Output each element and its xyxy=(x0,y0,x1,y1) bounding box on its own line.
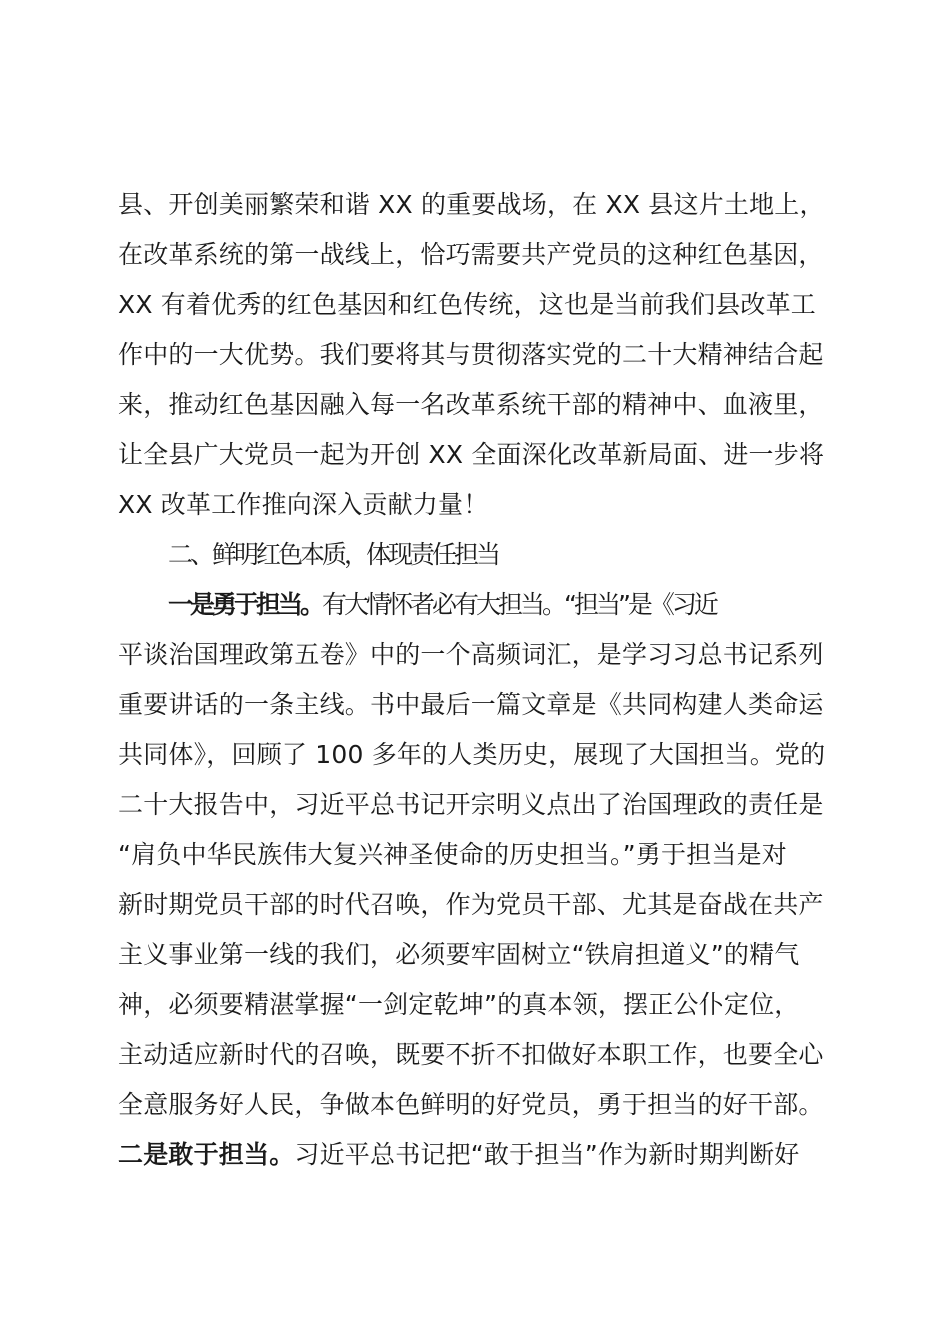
paragraph-text: 有大情怀者必有大担当。“担当”是《习近 xyxy=(322,590,716,619)
body-text-line: 在改革系统的第一战线上，恰巧需要共产党员的这种红色基因， xyxy=(118,240,824,269)
paragraph-first-line xyxy=(168,580,898,630)
body-text-line: 来，推动红色基因融入每一名改革系统干部的精神中、血液里， xyxy=(118,390,824,419)
body-text-line: 新时期党员干部的时代召唤，作为党员干部、尤其是奋战在共产 xyxy=(118,890,824,919)
body-text-line: 平谈治国理政第五卷》中的一个高频词汇，是学习习总书记系列 xyxy=(118,640,824,669)
body-text-line: 重要讲话的一条主线。书中最后一篇文章是《共同构建人类命运 xyxy=(118,690,824,719)
body-text-line: 作中的一大优势。我们要将其与贯彻落实党的二十大精神结合起 xyxy=(118,340,824,369)
body-text-line: 神，必须要精湛掌握“一剑定乾坤”的真本领，摆正公仆定位， xyxy=(118,990,800,1019)
body-text-line: 县、开创美丽繁荣和谐 XX 的重要战场，在 XX 县这片土地上， xyxy=(118,190,825,219)
body-text-line: XX 改革工作推向深入贡献力量！ xyxy=(118,490,489,519)
body-text-line: XX 有着优秀的红色基因和红色传统，这也是当前我们县改革工 xyxy=(118,290,817,319)
body-text-line: 全意服务好人民，争做本色鲜明的好党员，勇于担当的好干部。 xyxy=(118,1090,824,1119)
body-text-line: 让全县广大党员一起为开创 XX 全面深化改革新局面、进一步将 xyxy=(118,440,825,469)
paragraph-lead: 一是勇于担当。 xyxy=(168,590,323,619)
body-text-line: 二十大报告中，习近平总书记开宗明义点出了治国理政的责任是 xyxy=(118,790,824,819)
paragraph-text: 习近平总书记把“敢于担当”作为新时期判断好 xyxy=(294,1140,800,1169)
body-text-line: 共同体》，回顾了 100 多年的人类历史，展现了大国担当。党的 xyxy=(118,740,826,769)
section-heading: 二、鲜明红色本质，体现责任担当 xyxy=(168,540,499,569)
body-text-line: 主动适应新时代的召唤，既要不折不扣做好本职工作，也要全心 xyxy=(118,1040,824,1069)
paragraph-lead: 二是敢于担当。 xyxy=(118,1140,295,1169)
paragraph-first-line xyxy=(118,1130,848,1180)
body-text-line: 主义事业第一线的我们，必须要牢固树立“铁肩担道义”的精气 xyxy=(118,940,800,969)
body-text-line: “肩负中华民族伟大复兴神圣使命的历史担当。”勇于担当是对 xyxy=(118,840,788,869)
